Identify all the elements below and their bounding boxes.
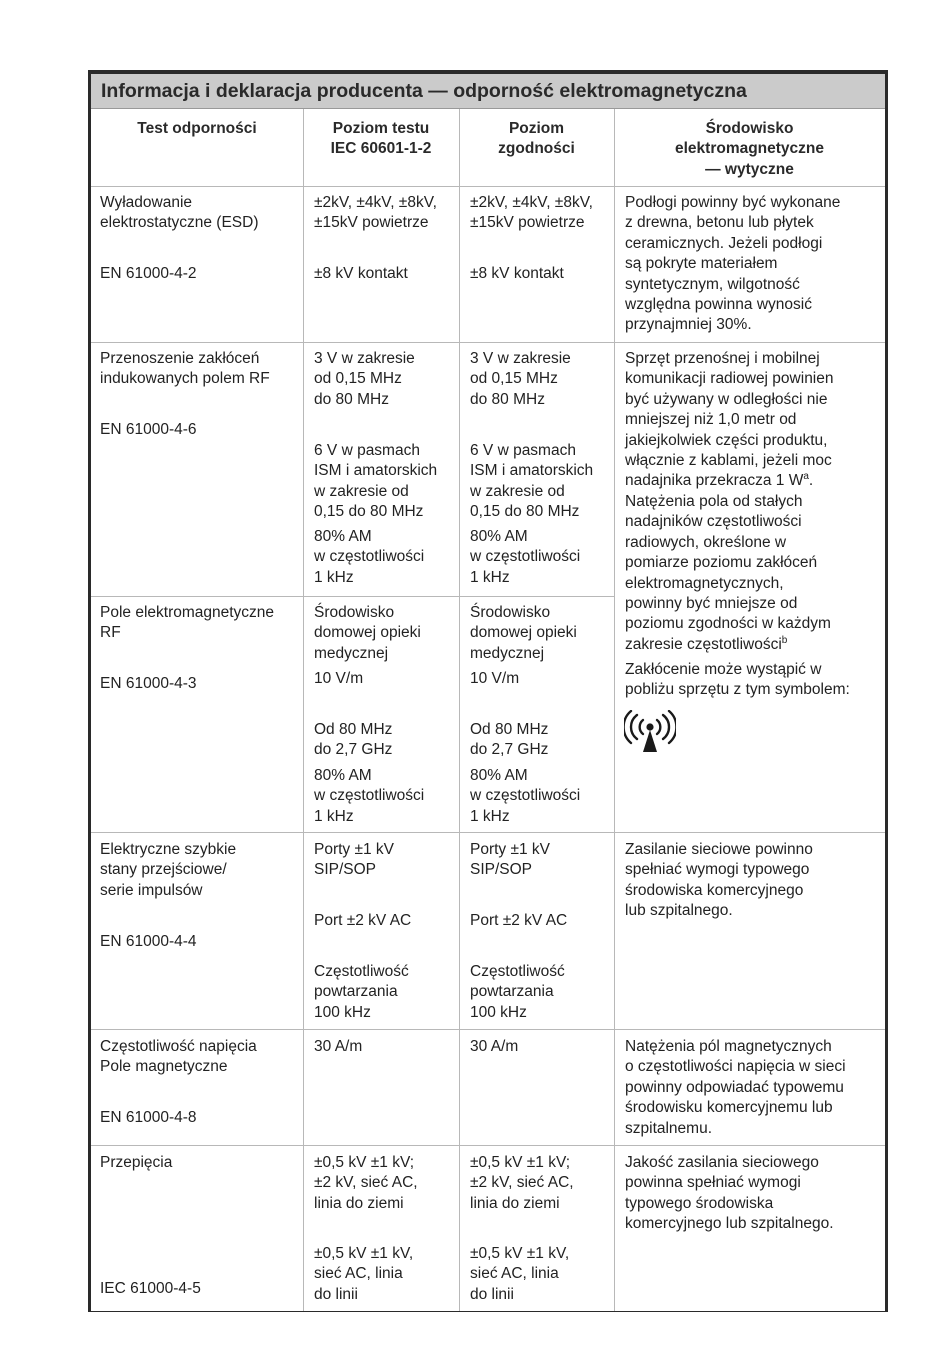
rf-radiated-test: Pole elektromagnetyczne RF bbox=[100, 604, 275, 642]
row-divider bbox=[91, 1145, 885, 1146]
footnote-b: b bbox=[781, 634, 788, 646]
surge-compliance-line: ±0,5 kV ±1 kV, sieć AC, linia do linii bbox=[470, 1245, 570, 1303]
eft-standard: EN 61000-4-4 bbox=[100, 933, 197, 950]
rf-conducted-standard: EN 61000-4-6 bbox=[100, 421, 197, 438]
row-divider bbox=[91, 1029, 885, 1030]
magnetic-test: Częstotliwość napięcia Pole magnetyczne bbox=[100, 1038, 257, 1076]
header-environment: Środowisko elektromagnetyczne — wytyczne bbox=[674, 120, 825, 178]
esd-compliance: ±2kV, ±4kV, ±8kV, ±15kV powietrze bbox=[470, 194, 593, 232]
rf-conducted-compliance: 3 V w zakresie od 0,15 MHz do 80 MHz bbox=[470, 350, 571, 408]
eft-compliance: Porty ±1 kV SIP/SOP bbox=[470, 841, 551, 879]
immunity-table bbox=[88, 70, 888, 1312]
surge-standard: IEC 61000-4-5 bbox=[100, 1280, 201, 1297]
surge-level: ±0,5 kV ±1 kV; ±2 kV, sieć AC, linia do ziemi bbox=[314, 1154, 418, 1212]
magnetic-compliance: 30 A/m bbox=[470, 1038, 519, 1055]
rf-conducted-test: Przenoszenie zakłóceń indukowanych polem RF bbox=[100, 350, 270, 388]
surge-level-line: ±0,5 kV ±1 kV, sieć AC, linia do linii bbox=[314, 1245, 414, 1303]
row-divider bbox=[91, 342, 885, 343]
esd-test: Wyładowanie elektrostatyczne (ESD) bbox=[100, 194, 259, 232]
magnetic-environment: Natężenia pól magnetycznych o częstotliwości napięcia w sieci powinny odpowiadać typowemu środowisku komercyjnemu lub szpitalnemu. bbox=[625, 1038, 846, 1137]
rf-radiated-standard: EN 61000-4-3 bbox=[100, 675, 197, 692]
eft-test: Elektryczne szybkie stany przejściowe/ serie impulsów bbox=[100, 841, 237, 899]
eft-level-frequency: Częstotliwość powtarzania 100 kHz bbox=[314, 963, 409, 1021]
rf-conducted-compliance-ism: 6 V w pasmach ISM i amatorskich w zakresie od 0,15 do 80 MHz bbox=[470, 442, 594, 521]
table-title: Informacja i deklaracja producenta — odporność elektromagnetyczna bbox=[91, 74, 885, 109]
header-level: Poziom testu IEC 60601-1-2 bbox=[330, 120, 432, 158]
header-compliance: Poziom zgodności bbox=[498, 120, 575, 158]
rf-conducted-compliance-am: 80% AM w częstotliwości 1 kHz bbox=[470, 528, 581, 586]
rf-conducted-level-ism: 6 V w pasmach ISM i amatorskich w zakresie od 0,15 do 80 MHz bbox=[314, 442, 438, 521]
surge-environment: Jakość zasilania sieciowego powinna spełniać wymogi typowego środowiska komercyjnego lub szpitalnego. bbox=[625, 1154, 834, 1233]
rf-environment-distance: Sprzęt przenośnej i mobilnej komunikacji radiowej powinien być używany w odległości nie mniejszej niż 1,0 metr od jakiejkolwiek części produktu, włącznie z kablami, jeżeli moc nadajnika przekracza 1 $W^a$. bbox=[625, 350, 834, 490]
surge-test: Przepięcia bbox=[100, 1154, 173, 1171]
row-divider bbox=[91, 596, 614, 597]
rf-radiated-level: Środowisko domowej opieki medycznej bbox=[314, 604, 421, 662]
header-test: Test odporności bbox=[137, 120, 257, 137]
esd-level: ±2kV, ±4kV, ±8kV, ±15kV powietrze bbox=[314, 194, 437, 232]
column-divider bbox=[459, 109, 460, 1311]
surge-compliance: ±0,5 kV ±1 kV; ±2 kV, sieć AC, linia do ziemi bbox=[470, 1154, 574, 1212]
rf-conducted-level-am: 80% AM w częstotliwości 1 kHz bbox=[314, 528, 425, 586]
esd-compliance-contact: ±8 kV kontakt bbox=[470, 265, 564, 282]
row-divider bbox=[91, 186, 885, 187]
rf-radiated-compliance: Środowisko domowej opieki medycznej bbox=[470, 604, 577, 662]
footnote-a: a bbox=[803, 471, 809, 483]
magnetic-level: 30 A/m bbox=[314, 1038, 363, 1055]
row-divider bbox=[91, 832, 885, 833]
eft-compliance-ac: Port ±2 kV AC bbox=[470, 912, 568, 929]
esd-level-contact: ±8 kV kontakt bbox=[314, 265, 408, 282]
esd-environment: Podłogi powinny być wykonane z drewna, betonu lub płytek ceramicznych. Jeżeli podłogi są pokryte materiałem syntetycznym, wilgotność względna powinna wynosić przynajmniej 30%. bbox=[625, 194, 841, 334]
column-divider bbox=[303, 109, 304, 1311]
eft-environment: Zasilanie sieciowe powinno spełniać wymogi typowego środowiska komercyjnego lub szpitalnego. bbox=[625, 841, 813, 920]
rf-radiated-compliance-am: 80% AM w częstotliwości 1 kHz bbox=[470, 767, 581, 825]
rf-radiated-level-am: 80% AM w częstotliwości 1 kHz bbox=[314, 767, 425, 825]
rf-environment-field-strength: Natężenia pola od stałych nadajników częstotliwości radiowych, określone w pomiarze poziomu zakłóceń elektromagnetycznych, powinny być mniejsze od poziomu zgodności w każdym zakresie częstotliwości$^b$ bbox=[625, 493, 831, 653]
rf-radiated-level-field: 10 V/m bbox=[314, 670, 364, 687]
non-ionizing-radiation-icon bbox=[624, 710, 676, 756]
rf-environment-symbol-note: Zakłócenie może wystąpić w pobliżu sprzętu z tym symbolem: bbox=[625, 661, 850, 699]
eft-level: Porty ±1 kV SIP/SOP bbox=[314, 841, 395, 879]
rf-radiated-compliance-field: 10 V/m bbox=[470, 670, 520, 687]
rf-radiated-compliance-range: Od 80 MHz do 2,7 GHz bbox=[470, 721, 549, 759]
eft-compliance-frequency: Częstotliwość powtarzania 100 kHz bbox=[470, 963, 565, 1021]
rf-radiated-level-range: Od 80 MHz do 2,7 GHz bbox=[314, 721, 393, 759]
magnetic-standard: EN 61000-4-8 bbox=[100, 1109, 197, 1126]
esd-standard: EN 61000-4-2 bbox=[100, 265, 197, 282]
eft-level-ac: Port ±2 kV AC bbox=[314, 912, 412, 929]
rf-conducted-level: 3 V w zakresie od 0,15 MHz do 80 MHz bbox=[314, 350, 415, 408]
column-divider bbox=[614, 109, 615, 1311]
